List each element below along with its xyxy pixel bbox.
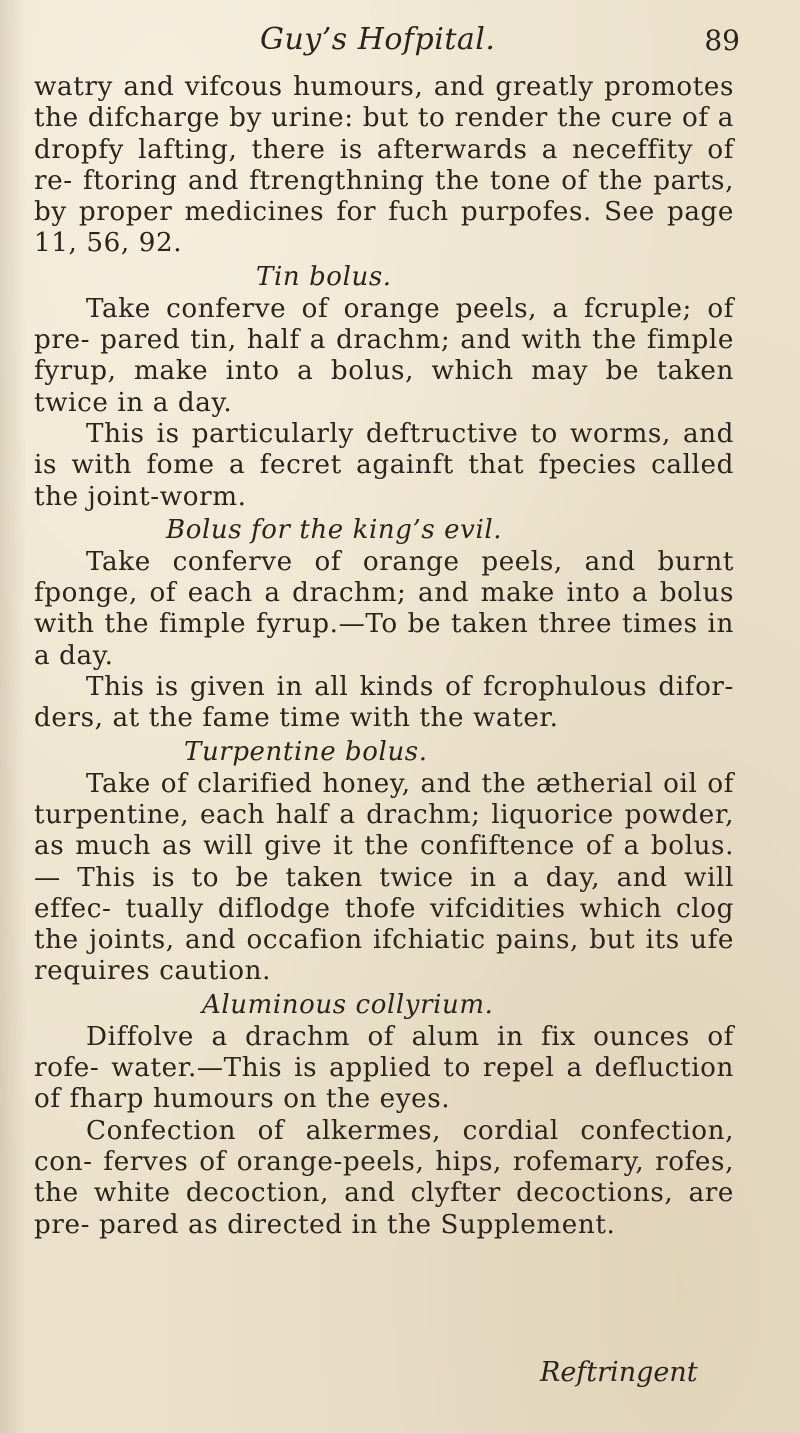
- paragraph-tin-recipe: Take conferve of orange peels, a fcruple; of pre- pared tin, half a drachm; and with the fimple fyrup, make into a bolus, which may be taken twice in a day.: [34, 293, 734, 418]
- paragraph-alum-recipe: Diffolve a drachm of alum in fix ounces of rofe- water.—This is applied to repel a defluction of fharp humours on the eyes.: [34, 1021, 734, 1115]
- heading-kings-evil-bolus: Bolus for the king’s evil.: [166, 514, 503, 545]
- heading-turpentine-bolus: Turpentine bolus.: [184, 736, 428, 767]
- running-head: Guy’s Hofpital.: [260, 22, 496, 57]
- page-number: 89: [704, 24, 740, 57]
- page-header: [150, 22, 740, 62]
- page-gutter-shadow: [0, 0, 26, 1433]
- paragraph-intro: watry and vifcous humours, and greatly promotes the difcharge by urine: but to render the cure of a dropfy lafting, there is afterwards a neceffity of re- ftoring and ftrengthning the tone of the parts, by proper medicines for fuch purpofes. See page 11, 56, 92.: [34, 72, 734, 259]
- paragraph-kings-evil-use: This is given in all kinds of fcrophulous difor- ders, at the fame time with the water.: [34, 672, 734, 734]
- paragraph-tin-use: This is particularly deftructive to worms, and is with fome a fecret againft that fpecies called the joint-worm.: [34, 418, 734, 512]
- paragraph-confections: Confection of alkermes, cordial confection, con- ferves of orange-peels, hips, rofemary, rofes, the white decoction, and clyfter decoctions, are pre- pared as directed in the Supplement.: [34, 1115, 734, 1240]
- body-text: [34, 72, 734, 1241]
- catchword: Reftringent: [540, 1357, 698, 1388]
- heading-tin-bolus: Tin bolus.: [256, 261, 392, 292]
- paragraph-kings-evil-recipe: Take conferve of orange peels, and burnt fponge, of each a drachm; and make into a bolus with the fimple fyrup.—To be taken three times in a day.: [34, 546, 734, 671]
- heading-aluminous-collyrium: Aluminous collyrium.: [202, 989, 494, 1020]
- paragraph-turpentine-recipe: Take of clarified honey, and the ætherial oil of turpentine, each half a drachm; liquorice powder, as much as will give it the confiftence of a bolus.— This is to be taken twice in a day, and will effec- tually diflodge thofe vifcidities which clog the joints, and occafion ifchiatic pains, but its ufe requires caution.: [34, 768, 734, 987]
